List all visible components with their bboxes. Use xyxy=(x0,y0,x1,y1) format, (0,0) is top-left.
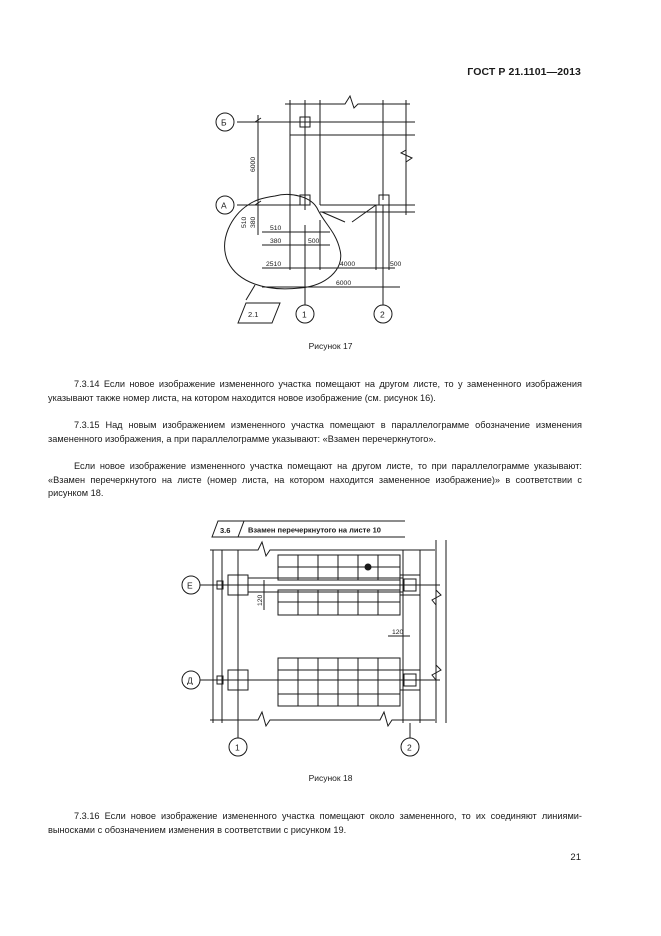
page-number: 21 xyxy=(570,852,581,863)
dim-120-vertical: 120 xyxy=(257,594,264,606)
dim-500-right: 500 xyxy=(390,261,402,268)
dim-380-vertical: 380 xyxy=(250,216,257,228)
figure-18-caption: Рисунок 18 xyxy=(308,773,353,783)
axis-bubble-1: 1 xyxy=(302,309,307,320)
parallelogram-label: 2.1 xyxy=(248,310,259,319)
dim-4000: 4000 xyxy=(340,261,356,268)
axis-bubble-b: Б xyxy=(221,117,227,128)
axis-bubble-a: А xyxy=(221,200,227,211)
axis-bubble-2-fig18: 2 xyxy=(407,742,412,753)
dim-6000-vertical: 6000 xyxy=(250,156,257,172)
paragraph-7-3-15: 7.3.15 Над новым изображением измененного участка помещают в параллелограмме обозначение изменения замененного изображения, а при параллелограмме указывают: «Взамен перечеркнутого». xyxy=(48,420,582,444)
axis-bubble-1-fig18: 1 xyxy=(235,742,240,753)
figure-17-caption: Рисунок 17 xyxy=(308,341,353,351)
dim-2510: 2510 xyxy=(266,261,282,268)
dim-510-vertical: 510 xyxy=(241,216,248,228)
dim-510: 510 xyxy=(270,225,282,232)
paragraph-7-3-16: 7.3.16 Если новое изображение измененного участка помещают около замененного, то их соединяют линиями-выносками с обозначением изменения в соответствии с рисунком 19. xyxy=(48,811,582,835)
paragraph-7-3-14: 7.3.14 Если новое изображение измененного участка помещают на другом листе, то у замененного изображения указывают также номер листа, на котором находится новое изображение (см. рисунок 16). xyxy=(48,379,582,403)
document-header: ГОСТ Р 21.1101—2013 xyxy=(467,66,581,78)
dim-500-left: 500 xyxy=(308,238,320,245)
axis-bubble-d: Д xyxy=(187,675,193,686)
axis-bubble-2: 2 xyxy=(380,309,385,320)
paragraph-7-3-15-continued: Если новое изображение измененного участка помещают на другом листе, то при параллелограмме указывают: «Взамен перечеркнутого на листе (номер листа, на котором находится замененное изображение)» в соответствии с рисунком 18. xyxy=(48,461,582,499)
axis-bubble-e: Е xyxy=(187,580,193,591)
dim-6000-horizontal: 6000 xyxy=(336,280,352,287)
parallelogram-label-3-6: 3.6 xyxy=(220,526,231,535)
dim-380: 380 xyxy=(270,238,282,245)
banner-text: Взамен перечеркнутого на листе 10 xyxy=(248,525,381,535)
dim-120-horizontal: 120 xyxy=(392,629,404,636)
